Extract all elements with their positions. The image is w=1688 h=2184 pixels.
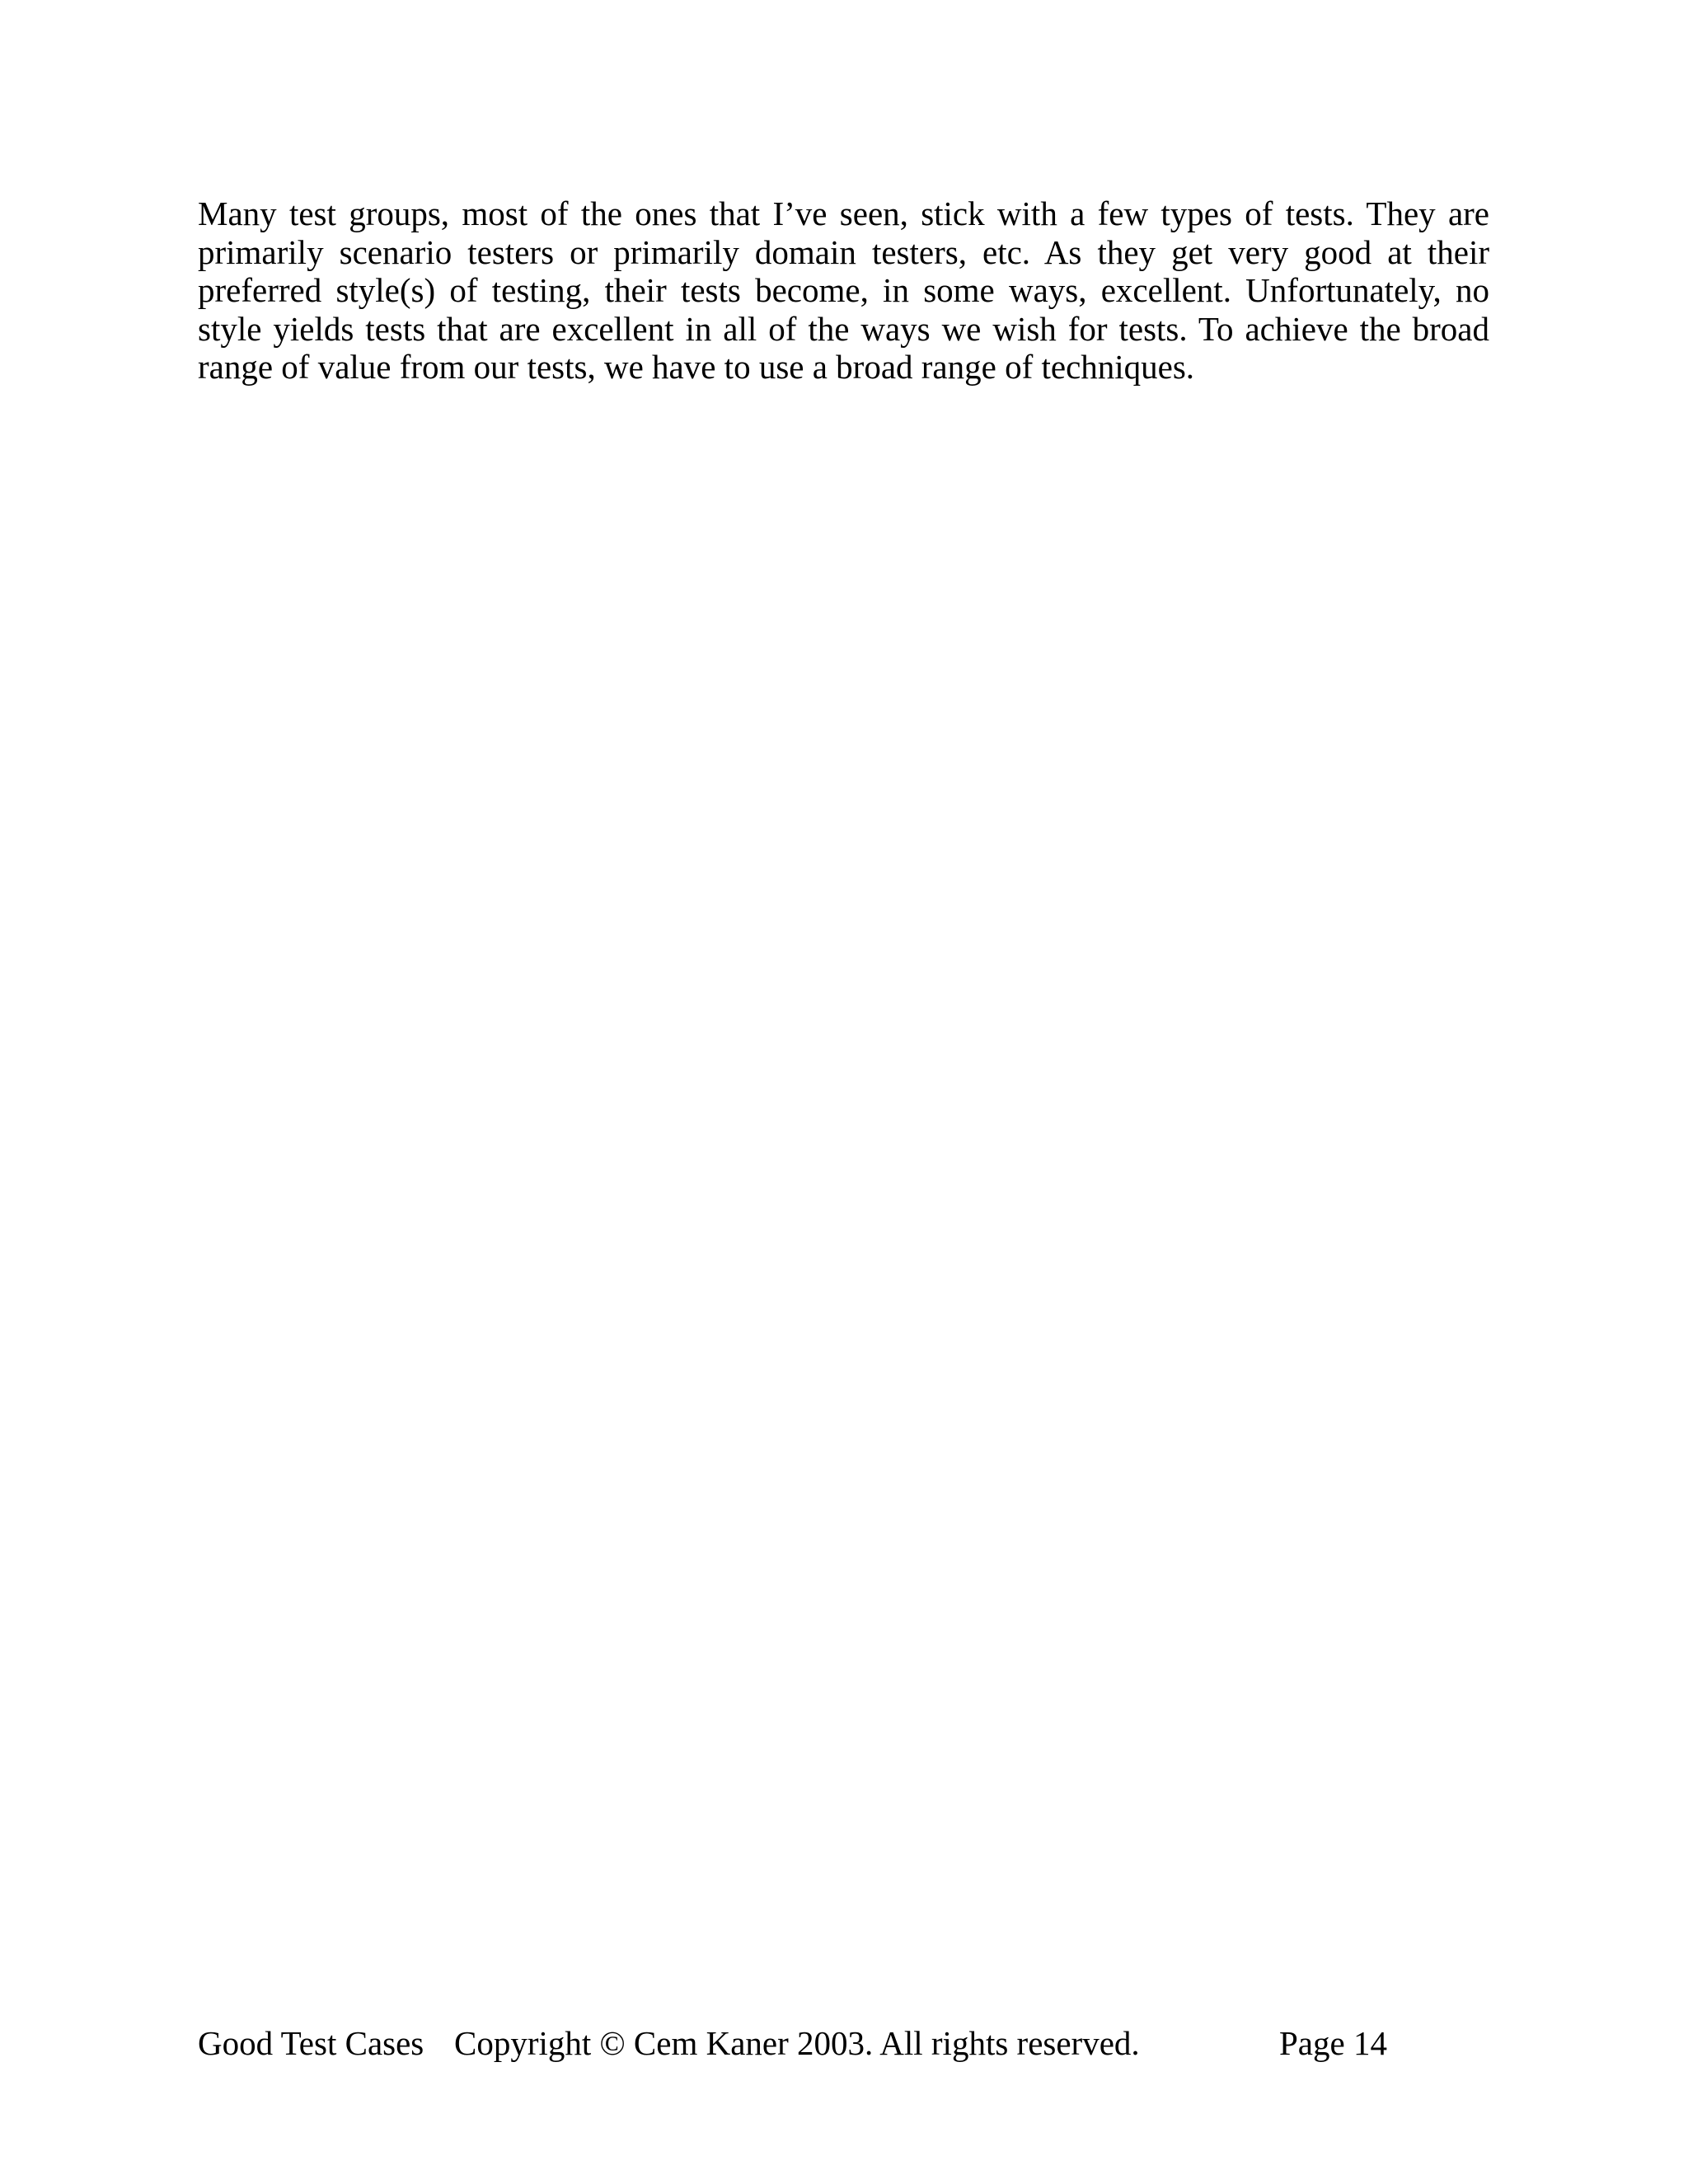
page-footer xyxy=(198,2022,1489,2064)
footer-copyright: Copyright © Cem Kaner 2003. All rights reserved. xyxy=(454,2024,1140,2062)
body-paragraph: Many test groups, most of the ones that I’ve seen, stick with a few types of tests. They are primarily scenario testers or primarily domain testers, etc. As they get very good at their preferred style(s) of testing, their tests become, in some ways, excellent. Unfortunately, no style yields tests that are excellent in all of the ways we wish for tests. To achieve the broad range of value from our tests, we have to use a broad range of techniques. xyxy=(198,194,1489,386)
footer-page-number: Page 14 xyxy=(1279,2024,1387,2062)
footer-document-title: Good Test Cases xyxy=(198,2024,424,2062)
